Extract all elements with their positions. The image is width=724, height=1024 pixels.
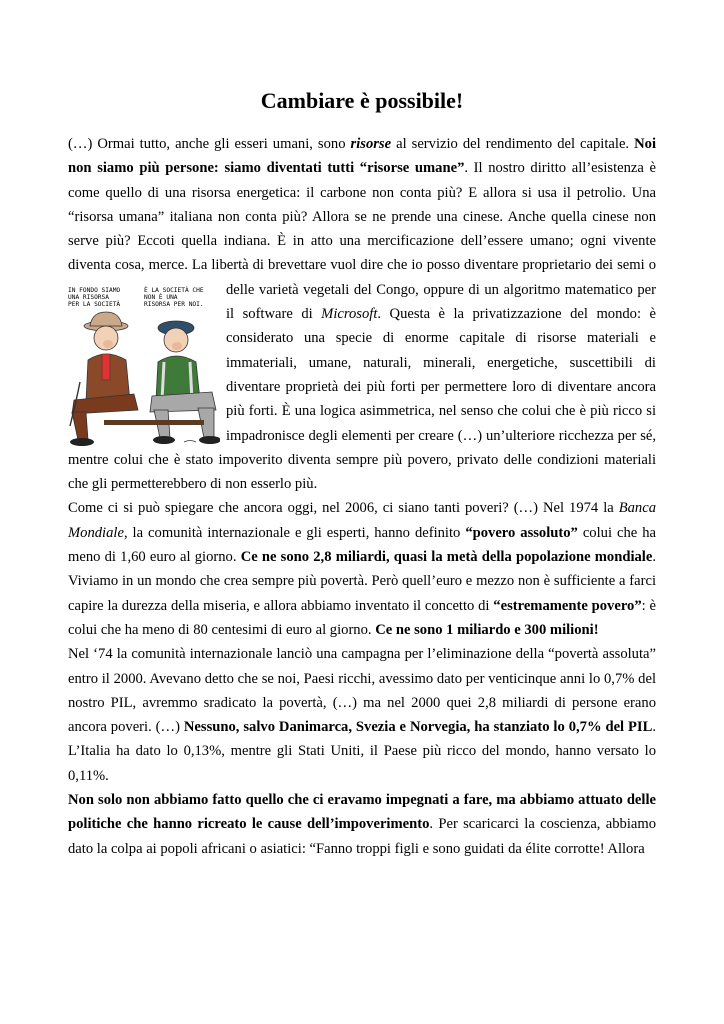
left-old-man bbox=[70, 312, 138, 446]
cartoon-caption-left: IN FONDO SIAMO UNA RISORSA PER LA SOCIETÀ bbox=[68, 286, 121, 308]
paragraph-4: Non solo non abbiamo fatto quello che ci eravamo impegnati a fare, ma abbiamo attuato delle politiche che hanno ricreato le cause dell’impoverimento. Per scaricarci la coscienza, abbiamo dato la colpa ai popoli africani o asiatici: “Fanno troppi figli e sono guidati da élite corrotte! Allora bbox=[68, 792, 657, 857]
page-title: Cambiare è possibile! bbox=[260, 88, 464, 113]
artist-signature bbox=[184, 440, 196, 442]
document-body bbox=[68, 132, 656, 861]
paragraph-3: Nel ‘74 la comunità internazionale lanciò una campagna per l’eliminazione della “povertà assoluta” entro il 2000. Avevano detto che se noi, Paesi ricchi, avessimo dato per venticinque anni lo 0,7% del nostro PIL, avremmo sradicato la povertà, (…) ma nel 2000 quei 2,8 miliardi di persone erano ancora poveri. (…) Nessuno, salvo Danimarca, Svezia e Norvegia, ha stanziato lo 0,7% del PIL. L’Italia ha dato lo 0,13%, mentre gli Stati Uniti, il Paese più ricco del mondo, hanno versato lo 0,11%. bbox=[68, 646, 656, 784]
right-old-man bbox=[150, 321, 220, 444]
paragraph-2: Come ci si può spiegare che ancora oggi, nel 2006, ci siano tanti poveri? (…) Nel 1974 la Banca Mondiale, la comunità internazionale e gli esperti, hanno definito “povero assoluto” colui che ha meno di 1,60 euro al giorno. Ce ne sono 2,8 miliardi, quasi la metà della popolazione mondiale. Viviamo in un mondo che crea sempre più povertà. Però quell’euro e mezzo non è sufficiente a farci capire la durezza della miseria, e allora abbiamo inventato il concetto di “estremamente povero”: è colui che ha meno di 80 centesimi di euro al giorno. Ce ne sono 1 miliardo e 300 milioni! bbox=[68, 500, 656, 638]
bench bbox=[104, 420, 204, 425]
cartoon-drawing bbox=[64, 282, 220, 452]
cartoon-caption-right: È LA SOCIETÀ CHE NON È UNA RISORSA PER NOI. bbox=[144, 286, 204, 308]
cartoon-illustration bbox=[64, 282, 220, 452]
paragraph-1: (…) Ormai tutto, anche gli esseri umani, sono risorse al servizio del rendimento del capitale. Noi non siamo più persone: siamo diventati tutti “risorse umane”. Il nostro diritto all’esistenza è come quello di una risorsa energetica: il carbone non conta più? E allora si usa il petrolio. Una “risorsa umana” italiana non conta più? Allora se ne prende una cinese. Anche quella cinese non serve più? Eccoti quella indiana. È in atto una mercificazione dell’essere umano; ogni vivente diventa cosa, merce. La libertà di brevettare vuol dire che io posso diventare proprietario dei semi o IN FONDO SIAMO UNA RISORSA PER LA SOCIETÀ È LA SOCIETÀ CHE NON È UNA RISORSA PER NOI. delle varietà vegetali del Congo, oppure di un algoritmo matematico per il software di Microsoft. Questa è la privatizzazione del mondo: è considerato una specie di enorme capitale di risorse materiali e immateriali, umane, naturali, minerali, energetiche, suscettibili di diventare proprietà dei più forti per permettere loro di diventare ancora più forti. È una logica asimmetrica, nel senso che colui che è più ricco si impadronisce degli elementi per creare (…) un’ulteriore ricchezza per sé, mentre colui che è stato impoverito diventa sempre più povero, privato delle condizioni materiali che gli permetterebbero di non esserlo più. bbox=[68, 132, 656, 496]
